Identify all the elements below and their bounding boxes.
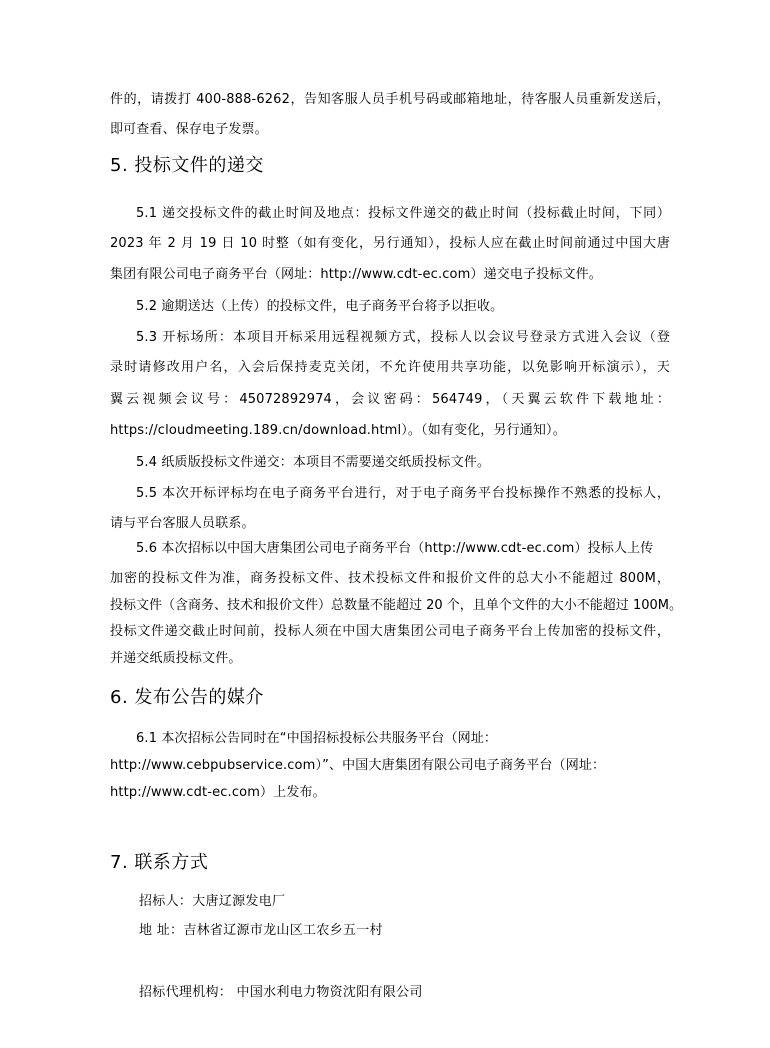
para-5-5-line-2: 请与平台客服人员联系。: [110, 516, 255, 531]
section-7-heading: 7. 联系方式: [110, 852, 209, 873]
address-line: 地 址：吉林省辽源市龙山区工农乡五一村: [139, 923, 383, 938]
agency-line: 招标代理机构： 中国水利电力物资沈阳有限公司: [139, 985, 423, 1000]
para-5-1-line-2: 2023 年 2 月 19 日 10 时整（如有变化，另行通知），投标人应在截止时间前通过中国大唐: [110, 236, 670, 251]
para-5-1-line-3: 集团有限公司电子商务平台（网址：http://www.cdt-ec.com）递交电子投标文件。: [110, 267, 602, 282]
intro-line-1: 件的，请拨打 400-888-6262，告知客服人员手机号码或邮箱地址，待客服人员重新发送后，: [110, 92, 670, 107]
tenderer-line: 招标人：大唐辽源发电厂: [139, 894, 286, 909]
para-6-1-line-1: 6.1 本次招标公告同时在“中国招标投标公共服务平台（网址：: [136, 731, 498, 746]
para-5-4: 5.4 纸质版投标文件递交：本项目不需要递交纸质投标文件。: [136, 455, 491, 470]
para-5-6-line-3: 投标文件（含商务、技术和报价文件）总数量不能超过 20 个，且单个文件的大小不能超过 100M。: [110, 598, 682, 613]
para-5-2: 5.2 逾期送达（上传）的投标文件，电子商务平台将予以拒收。: [136, 299, 504, 314]
para-5-3-line-4: https://cloudmeeting.189.cn/download.html）。（如有变化，另行通知）。: [110, 423, 566, 438]
para-5-5-line-1: 5.5 本次开标评标均在电子商务平台进行，对于电子商务平台投标操作不熟悉的投标人，: [136, 486, 670, 501]
para-5-3-line-1: 5.3 开标场所：本项目开标采用远程视频方式，投标人以会议号登录方式进入会议（登: [136, 330, 670, 345]
para-5-6-line-2: 加密的投标文件为准，商务投标文件、技术投标文件和报价文件的总大小不能超过 800M，: [110, 571, 670, 586]
para-5-6-line-5: 并递交纸质投标文件。: [110, 651, 242, 666]
section-6-heading: 6. 发布公告的媒介: [110, 687, 264, 708]
para-5-6-line-4: 投标文件递交截止时间前，投标人须在中国大唐集团公司电子商务平台上传加密的投标文件，: [110, 624, 670, 639]
para-5-3-line-2: 录时请修改用户名，入会后保持麦克关闭，不允许使用共享功能，以免影响开标演示），天: [110, 360, 670, 375]
para-6-1-line-2: http://www.cebpubservice.com）”、中国大唐集团有限公司电子商务平台（网址：: [110, 758, 606, 773]
para-5-6-line-1: 5.6 本次招标以中国大唐集团公司电子商务平台（http://www.cdt-ec.com）投标人上传: [136, 541, 654, 556]
para-6-1-line-3: http://www.cdt-ec.com）上发布。: [110, 785, 326, 800]
section-5-heading: 5. 投标文件的递交: [110, 155, 264, 176]
intro-line-2: 即可查看、保存电子发票。: [110, 122, 268, 137]
para-5-3-line-3: 翼云视频会议号：45072892974，会议密码：564749，（天翼云软件下载地址：: [110, 392, 670, 407]
para-5-1-line-1: 5.1 递交投标文件的截止时间及地点：投标文件递交的截止时间（投标截止时间，下同）: [136, 206, 670, 221]
